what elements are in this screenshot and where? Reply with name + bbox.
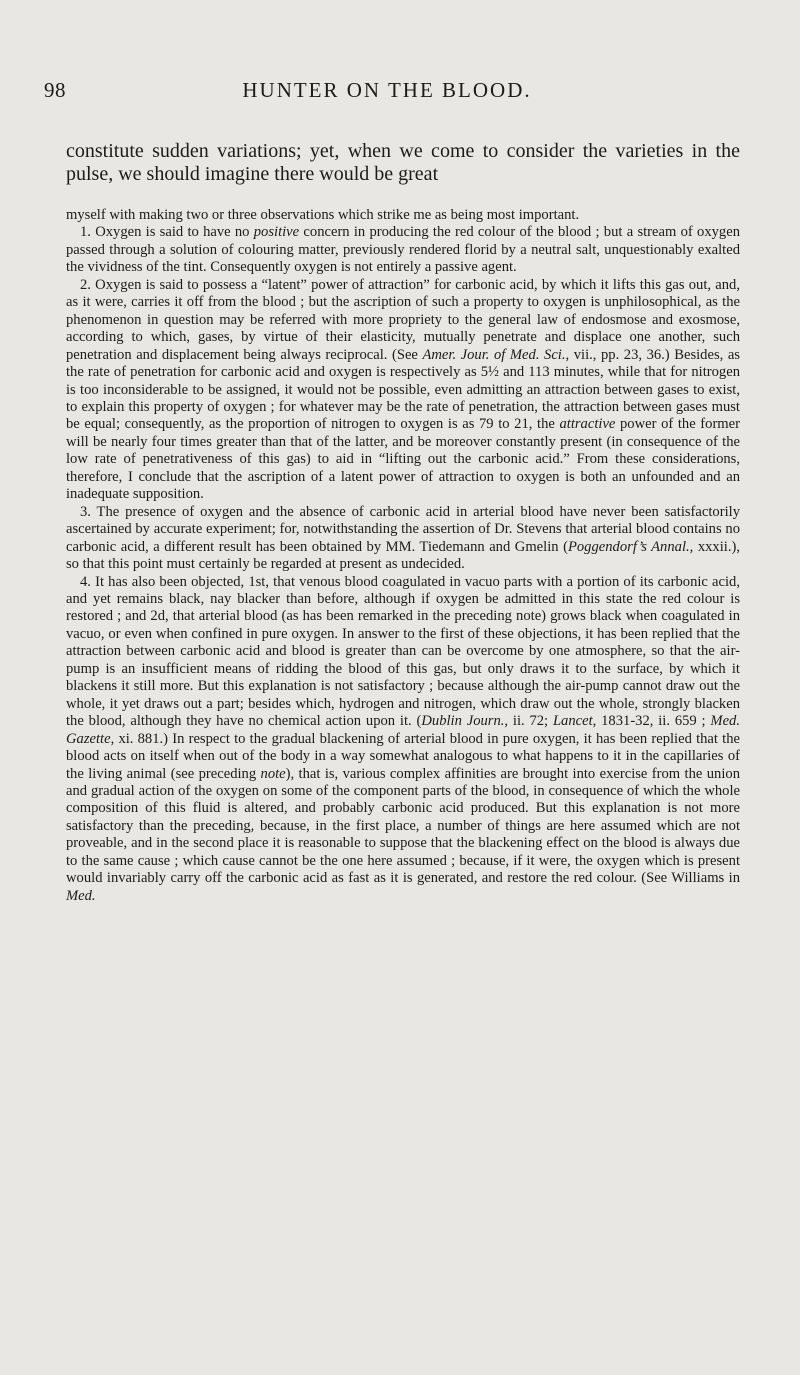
running-head: HUNTER ON THE BLOOD. (242, 78, 532, 102)
note-item-4: 4. It has also been objected, 1st, that venous blood coagulated in vacuo parts with a portion of its carbonic acid, and yet remains black, nay blacker than before, although if oxygen be admitted in this state the red colour is restored ; and 2d, that arterial blood (as has been remarked in the preceding note) grows black when coagulated in vacuo, or even when confined in pure oxygen. In answer to the first of these objections, it has been replied that the attraction between carbonic acid and blood is greater than can be overcome by one atmosphere, so that the air-pump is an insufficient means of ridding the blood of this gas, but only draws it to the surface, by which it blackens it still more. But this explanation is not satisfactory ; because although the air-pump cannot draw out the whole, it yet draws out a part; besides which, hydrogen and nitrogen, which draw out the whole, strongly blacken the blood, although they have no chemical action upon it. (Dublin Journ., ii. 72; Lancet, 1831-32, ii. 659 ; Med. Gazette, xi. 881.) In respect to the gradual blackening of arterial blood in pure oxygen, it has been replied that the blood acts on itself when out of the body in a way somewhat analogous to what happens to it in the capillaries of the living animal (see preceding note), that is, various complex affinities are brought into exercise from the union and gradual action of the oxygen on some of the component parts of the blood, in consequence of which the whole composition of this fluid is altered, and probably carbonic acid produced. But this explanation is not more satisfactory than the preceding, because, in the first place, a number of things are here assumed which are not proveable, and in the second place it is reasonable to suppose that the blackening effect on the blood is always due to the same cause ; which cause cannot be the one here assumed ; because, if it were, the oxygen which is present would invariably carry off the carbonic acid as fast as it is generated, and restore the red colour. (See Williams in Med. (66, 573, 740, 904)
note-item-3: 3. The presence of oxygen and the absence of carbonic acid in arterial blood have never been satisfactorily ascertained by accurate experiment; for, notwithstanding the assertion of Dr. Stevens that arterial blood contains no carbonic acid, a different result has been obtained by MM. Tiedemann and Gmelin (Poggendorf’s Annal., xxxii.), so that this point must certainly be regarded at present as undecided. (66, 503, 740, 573)
page-number: 98 (44, 78, 66, 102)
main-text (66, 140, 740, 186)
page-header (44, 78, 730, 112)
note-intro: myself with making two or three observations which strike me as being most important. (66, 207, 580, 223)
note-item-2: 2. Oxygen is said to possess a “latent” power of attraction” for carbonic acid, by which it lifts this gas out, and, as it were, carries it off from the blood ; but the ascription of such a property to oxygen is unphilosophical, as the phenomenon in question may be referred with more propriety to the general law of endosmose and exosmose, according to which, gases, by virtue of their elasticity, mutually penetrate and displace one another, such penetration and displacement being always reciprocal. (See Amer. Jour. of Med. Sci., vii., pp. 23, 36.) Besides, as the rate of penetration for carbonic acid and oxygen is respectively as 5½ and 113 minutes, while that for nitrogen is too inconsiderable to be assigned, it would not be possible, even admitting an attraction between gases to exist, to explain this property of oxygen ; for whatever may be the rate of penetration, the attraction between gases must be equal; consequently, as the proportion of nitrogen to oxygen is as 79 to 21, the attractive power of the former will be nearly four times greater than that of the latter, and be moreover constantly present (in consequence of the low rate of penetrativeness of this gas) to aid in “lifting out the carbonic acid.” From these considerations, therefore, I conclude that the ascription of a latent power of attraction to oxygen is both an unfounded and an inadequate supposition. (66, 276, 740, 503)
note-item-1: 1. Oxygen is said to have no positive concern in producing the red colour of the blood ; but a stream of oxygen passed through a solution of colouring matter, previously rendered florid by a neutral salt, unquestionably exalted the vividness of the tint. Consequently oxygen is not entirely a passive agent. (66, 224, 740, 276)
continuation-paragraph: constitute sudden variations; yet, when we come to consider the varieties in the pulse, we should imagine there would be great (66, 140, 740, 185)
footnote-block (66, 207, 740, 905)
